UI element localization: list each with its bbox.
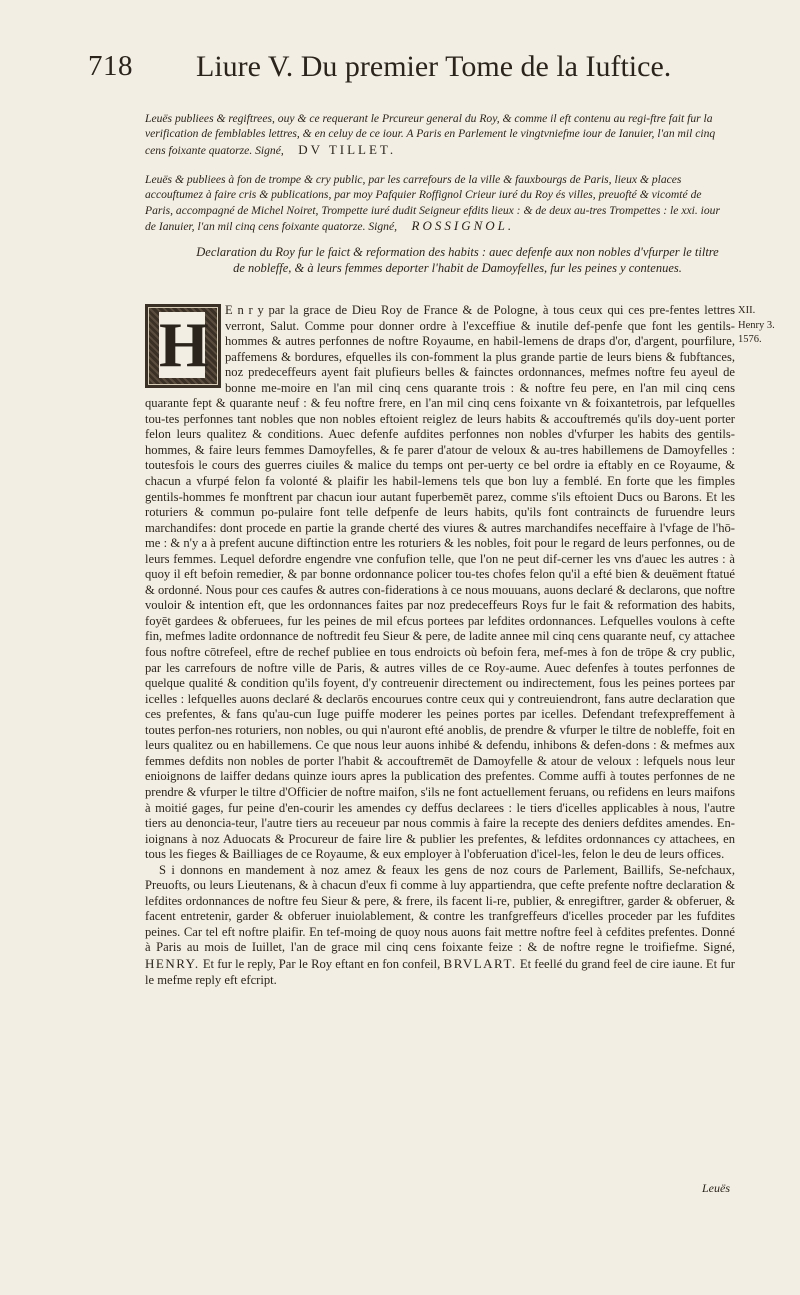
royal-signature: HENRY.: [145, 955, 200, 971]
page-number: 718: [88, 50, 133, 82]
publication-note-2-signature: ROSSIGNOL.: [411, 218, 515, 234]
initial-letter: H: [159, 309, 209, 380]
body-paragraph-1: E n r y par la grace de Dieu Roy de France & de Pologne, à tous ceux qui ces pre-fentes lettres verront, Salut. Comme pour donner ordre à l'exceffiue & inutile def-penfe que font les gentils-hommes & autres perfonnes de noftre Royaume, en habil-lemens de draps d'or, d'argent, pourfilure, paffemens & bordures, efquelles ils con-fomment la plus grande partie de leurs biens & fubftances, noz predeceffeurs ayent fait plufieurs belles & fainctes ordonnances, mefmes noftre feu ayeul de bonne me-moire en l'an mil cinq cens quarante trois : & noftre feu pere, en l'an mil cinq cens quarante fept & quarante neuf : & feu noftre frere, en l'an mil cinq cens foixante vn & foixantetrois, par lefquelles tou-tes perfonnes tant nobles que non nobles eftoient reiglez de leurs habits & accouftremés qu'ils doy-uent porter felon leurs qualitez & conditions. Auec defenfe aufdites perfonnes non nobles d'vfurper les habits des gentils-hommes, & faire leurs femmes Damoyfelles, & fe parer d'atour de veloux & au-tres habillemens de Damoyfelles : toutesfois le cours des guerres ciuiles & malice du temps ont per-uerty ce bel ordre ia eftably en ce Royaume, & chacun a vfurpé felon fa volonté & plaifir les habil-lemens tels que bon luy a femblé. En forte que les fimples gentils-hommes fe monftrent par chacun iour autant fuperbemēt parez, comme s'ils eftoient Ducs ou Barons. Et les roturiers & commun po-pulaire font telle defpenfe de leurs habits, qu'ils font contraincts de furuendre leurs marchandifes: dont procede en partie la grande cherté des viures & autres marchandifes neceffaire à l'vfage de l'hō-me : & n'y a à prefent aucune diftinction entre les roturiers & les nobles, foit pour le regard de leurs perfonnes, ou de leurs femmes. Lequel defordre engendre vne confufion telle, que l'on ne peut dif-cerner les vns d'auec les autres : à quoy il eft befoin remedier, & par bonne ordonnance policer tou-tes chofes felon qu'il a efté bien & deuëment ftatué & ordonné. Nous pour ces caufes & autres con-fiderations à ce nous mouuans, auons declaré & declarons, que noftre vouloir & intention eft, que les ordonnances faites par noz predeceffeurs Roys fur le fait & reformation des habits, foyēt gardees & obferuees, fur les peines de mil efcus portees par lefdites ordonnances. Lefquelles voulons à cefte fin, mefmes ladite ordonnance de noftredit feu Sieur & pere, de ladite annee mil cinq cens quarante neuf, cy attachee fous noftre cōtrefeel, eftre de rechef publiee en tous endroicts où befoin fera, mef-mes à fon de trōpe & cry public, par les carrefours de noftre ville de Paris, & autres villes de ce Roy-aume. Auec defenfes à toutes perfonnes de quelque qualité & condition qu'ils foyent, d'y contreuenir directement ou indirectement, fous les peines portees par icelles : lefquelles auons declaré & declarōs encourues contre ceux qui y contreuiendront, fans autre declaration que ces prefentes, & fans qu'au-cun Iuge puiffe moderer les peines portes par icelles. Defendant trefexpreffement à toutes perfon-nes roturiers, non nobles, ou qui n'auront efté anoblis, de prendre & vfurper le tiltre de nobleffe, foit en leurs qualitez ou en habillemens. Ce que nous leur auons inhibé & defendu, inhibons & defen-dons : & mefmes aux femmes defdits non nobles de porter l'habit & accouftremēt de Damoyfelle & atour de veloux : lefquels nous leur enioignons de laiffer dedans quinze iours apres la publication des prefentes. Comme auffi à toutes perfonnes de ne prendre & vfurper le tiltre d'Officier de noftre maifon, s'ils ne font actuellement feruans, ou refidens en leurs maifons à moitié gages, fur peine d'en-courir les amendes cy deffus declarees : le tiers d'icelles applicables à nous, l'autre tiers au denoncia-teur, l'autre tiers au receueur par nous commis à faire la recepte des deniers defdites amendes. En-ioignans à noz Aduocats & Procureur de faire lire & publier les prefentes, & lefdites ordonnances cy attachees, en tous les fieges & Bailliages de ce Royaume, & eux employer à l'obferuation d'icel-les, felon le deu de leurs offices.: [145, 303, 735, 862]
catchword: Leuës: [702, 1181, 730, 1195]
declaration-body: [145, 303, 735, 988]
margin-note-king: Henry 3.: [738, 320, 775, 331]
body-paragraph-2-reply: Et fur le reply, Par le Roy eftant en fon confeil,: [202, 956, 441, 971]
body-paragraph-2: [145, 863, 735, 988]
publication-note-1-signature: DV TILLET.: [298, 141, 397, 157]
body-paragraph-2-text: S i donnons en mandement à noz amez & feaux les gens de noz cours de Parlement, Baillifs, Se-nefchaux, Preuofts, ou leurs Lieutenans, & à chacun d'eux fi comme à luy appartiendra, que cefte prefente noftre declaration & lefdites ordonnances de noftre feu Sieur & pere, & frere, ils facent li-re, publier, & enregiftrer, garder & obferuer, & facent entretenir, garder & obferuer inuiolablement, & contre les tranfgreffeurs d'icelles proceder par les fufdites peines. Car tel eft noftre plaifir. En tef-moing de quoy nous auons fait mettre noftre feel à cefdites prefentes. Donné à Paris au mois de Iuillet, l'an de grace mil cinq cens foixante feize : & de noftre regne le troifiefme. Signé,: [145, 862, 735, 955]
publication-note-2: [145, 172, 730, 235]
publication-note-2-text: Leuës & publiees à fon de trompe & cry public, par les carrefours de la ville & fauxbourgs de Paris, lieux & places accouftumez à faire cris & publications, par moy Pafquier Roffignol Crieur iuré du Roy és villes, preuofté & vicomté de Paris, accompagné de Michel Noiret, Trompette iuré dudit Seigneur efdits lieux : & de deux au-tres Trompettes : le xxi. iour de Ianuier, l'an mil cinq cens foixante quatorze. Signé,: [145, 173, 720, 234]
publication-note-1-text: Leuës publiees & regiftrees, ouy & ce requerant le Prcureur general du Roy, & comme il eft contenu au regi-ftre fait fur la verification de femblables lettres, & en celuy de ce iour. A Paris en Parlement le vingtvniefme iour de Ianuier, l'an mil cinq cens foixante quatorze. Signé,: [145, 112, 716, 157]
margin-note-year: 1576.: [738, 334, 762, 345]
body-paragraph-2-end: Et feellé du grand feel de cire iaune. Et fur le mefme reply eft efcript.: [145, 956, 736, 987]
publication-note-1: [145, 111, 730, 158]
page-header: [88, 50, 708, 94]
secretary-signature: BRVLART.: [443, 955, 517, 971]
margin-note-number: XII.: [738, 305, 756, 316]
running-head: Liure V. Du premier Tome de la Iuftice.: [196, 50, 672, 83]
ornamental-initial: [145, 304, 221, 388]
declaration-title: Declaration du Roy fur le faict & reformation des habits : auec defenfe aux non nobles d'vfurper le tiltre de nobleffe, & à leurs femmes deporter l'habit de Damoyfelles, fur les peines y contenues.: [196, 245, 719, 275]
